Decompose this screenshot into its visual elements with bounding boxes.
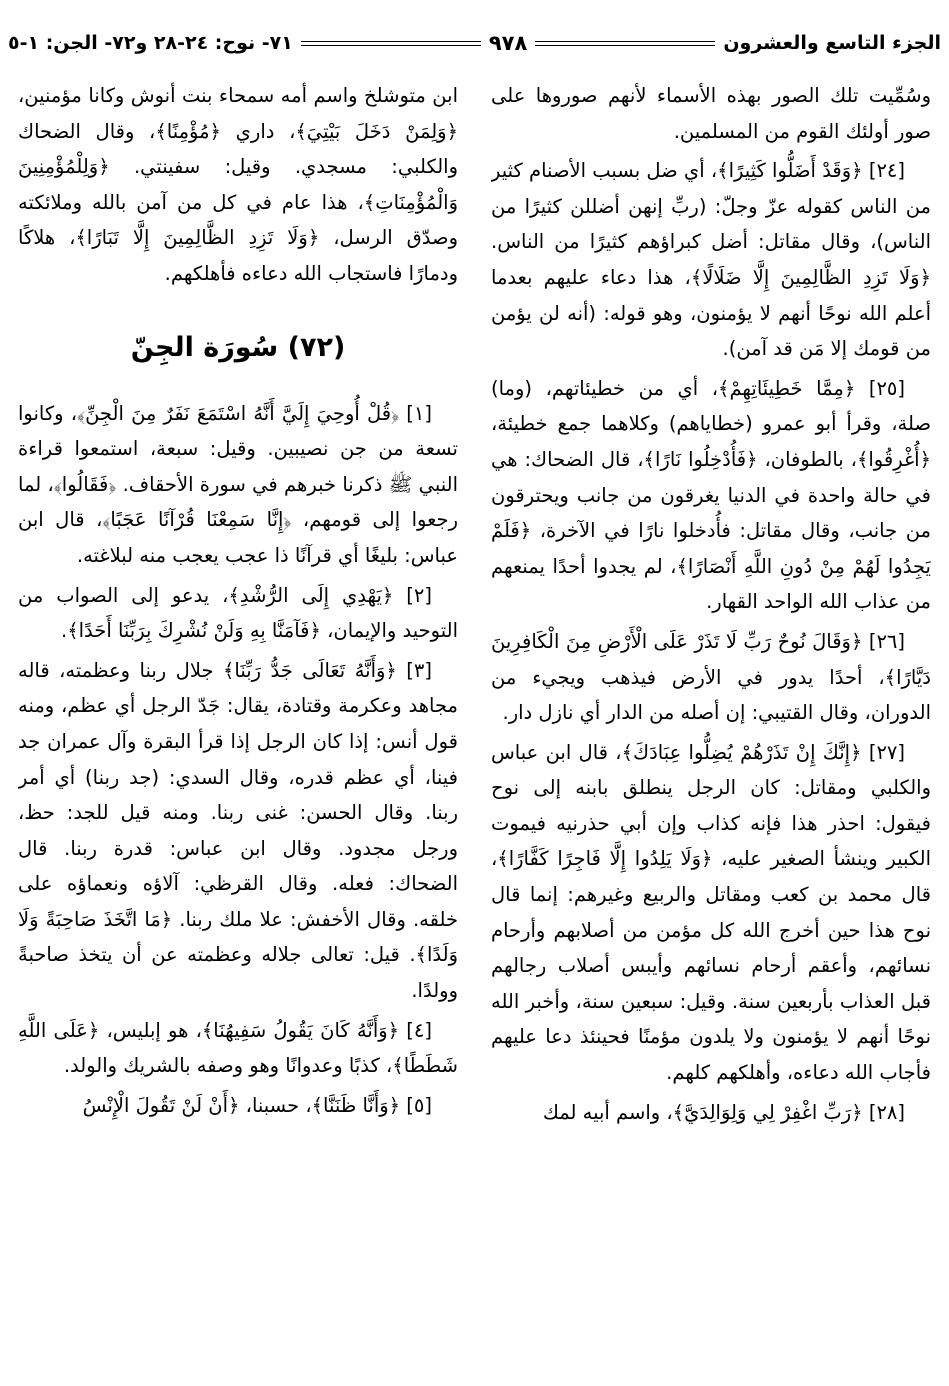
paragraph: [٢٤] ﴿وَقَدْ أَضَلُّوا كَثِيرًا﴾، أي ضل بسبب الأصنام كثير من الناس كقوله عزّ وجلّ: (ربِّ إنهن أضللن كثيرًا من الناس)، وقال مقاتل: أضل كبراؤهم كثيرًا من الناس. ﴿وَلَا تَزِدِ الظَّالِمِينَ إِلَّا ضَلَالًا﴾، هذا دعاء عليهم بعدما أعلم الله نوحًا أنهم لا يؤمنون، وهو قوله: (أنه لن يؤمن من قومك إلا مَن قد آمن). bbox=[491, 159, 931, 361]
page-number: ٩٧٨ bbox=[488, 31, 528, 55]
paragraph: [٢٨] ﴿رَبِّ اغْفِرْ لِي وَلِوَالِدَيَّ﴾، واسم أبيه لمك bbox=[542, 1100, 905, 1124]
surah-title: (٧٢) سُورَة الجِنّ bbox=[130, 331, 346, 363]
paragraph: [٢] ﴿يَهْدِي إِلَى الرُّشْدِ﴾، يدعو إلى الصواب من التوحيد والإيمان، ﴿فَآمَنَّا بِهِ وَلَنْ نُشْرِكَ بِرَبِّنَا أَحَدًا﴾. bbox=[18, 583, 458, 643]
paragraph: [٣] ﴿وَأَنَّهُ تَعَالَى جَدُّ رَبِّنَا﴾ جلال ربنا وعظمته، قاله مجاهد وعكرمة وقتادة، يقال: جَدّ الرجل أي عظم، ومنه قول أنس: إذا كان الرجل إذا قرأ البقرة وآل عمران جد فينا، أي عظم قدره، وقال السدي: (جد ربنا) أي أمر ربنا. وقال الحسن: غنى ربنا. ومنه قيل للجد: حظ، ورجل مجدود. وقال ابن عباس: قدرة ربنا. قال الضحاك: فعله. وقال القرظي: آلاؤه ونعماؤه على خلقه. وقال الأخفش: علا ملك ربنا. ﴿مَا اتَّخَذَ صَاحِبَةً وَلَا وَلَدًا﴾. قيل: تعالى جلاله وعظمته عن أن يتخذ صاحبةً وولدًا. bbox=[18, 658, 458, 1003]
paragraph: [٢٦] ﴿وَقَالَ نُوحٌ رَبِّ لَا تَذَرْ عَلَى الْأَرْضِ مِنَ الْكَافِرِينَ دَيَّارًا﴾، أحدًا يدور في الأرض فيذهب ويجيء من الدوران، وقال القتيبي: إن أصله من الدار أي نازل دار. bbox=[491, 629, 931, 725]
paragraph: [١] ﴿قُلْ أُوحِيَ إِلَيَّ أَنَّهُ اسْتَمَعَ نَفَرٌ مِنَ الْجِنِّ﴾، وكانوا تسعة من جن نصيبين. وقيل: سبعة، استمعوا قراءة النبي ﷺ ذكرنا خبرهم في سورة الأحقاف. ﴿فَقَالُوا﴾، لما رجعوا إلى قومهم، ﴿إِنَّا سَمِعْنَا قُرْآنًا عَجَبًا﴾، قال ابن عباس: بليغًا أي قرآنًا ذا عجب يعجب منه لبلاغته. bbox=[18, 401, 458, 567]
header-rule-right bbox=[535, 41, 715, 46]
header-rule-left bbox=[301, 41, 481, 46]
paragraph: [٥] ﴿وَأَنَّا ظَنَنَّا﴾، حسبنا، ﴿أَنْ لَنْ تَقُولَ الْإِنْسُ bbox=[82, 1093, 432, 1117]
paragraph: وسُمِّيت تلك الصور بهذه الأسماء لأنهم صوروها على صور أولئك القوم من المسلمين. bbox=[491, 84, 931, 143]
paragraph: [٤] ﴿وَأَنَّهُ كَانَ يَقُولُ سَفِيهُنَا﴾، هو إبليس، ﴿عَلَى اللَّهِ شَطَطًا﴾، كذبًا وعدوانًا وهو وصفه بالشريك والولد. bbox=[18, 1018, 458, 1078]
right-column bbox=[491, 78, 931, 1386]
paragraph: [٢٧] ﴿إِنَّكَ إِنْ تَذَرْهُمْ يُضِلُّوا عِبَادَكَ﴾، قال ابن عباس والكلبي ومقاتل: كان الرجل ينطلق بابنه إلى نوح فيقول: احذر هذا فإنه كذاب وإن أبي حذرنيه فيموت الكبير وينشأ الصغير عليه، ﴿وَلَا يَلِدُوا إِلَّا فَاجِرًا كَفَّارًا﴾، قال محمد بن كعب ومقاتل والربيع وغيرهم: إنما قال نوح هذا حين أخرج الله كل مؤمن من أصلابهم وأرحام نسائهم، وأعقم أرحام نسائهم وأيبس أصلاب رجالهم قبل العذاب بأربعين سنة. وقيل: سبعين سنة، وأخبر الله نوحًا أنهم لا يؤمنون ولا يلدون مؤمنًا فحينئذ دعا عليهم فأجاب الله دعاءه، وأهلكهم كلهم. bbox=[491, 740, 931, 1085]
header-part-title: الجزء التاسع والعشرون bbox=[723, 32, 941, 54]
page-header bbox=[8, 26, 941, 60]
paragraph: [٢٥] ﴿مِمَّا خَطِيئَاتِهِمْ﴾، أي من خطيئاتهم، (وما) صلة، وقرأ أبو عمرو (خطاياهم) وكلاهما جمع خطيئة، ﴿أُغْرِقُوا﴾، بالطوفان، ﴿فَأُدْخِلُوا نَارًا﴾، قال الضحاك: هي في حالة واحدة في الدنيا يغرقون من جانب ويحترقون من جانب، وقال مقاتل: فأُدخلوا نارًا في الآخرة، ﴿فَلَمْ يَجِدُوا لَهُمْ مِنْ دُونِ اللَّهِ أَنْصَارًا﴾، لم يجدوا أحدًا يمنعهم من عذاب الله الواحد القهار. bbox=[491, 376, 931, 614]
paragraph: ابن متوشلخ واسم أمه سمحاء بنت أنوش وكانا مؤمنين، ﴿وَلِمَنْ دَخَلَ بَيْتِيَ﴾، داري ﴿مُؤْمِنًا﴾، وقال الضحاك والكلبي: مسجدي. وقيل: سفينتي. ﴿وَلِلْمُؤْمِنِينَ وَالْمُؤْمِنَاتِ﴾، هذا عام في كل من آمن بالله وملائكته وصدّق الرسل، ﴿وَلَا تَزِدِ الظَّالِمِينَ إِلَّا تَبَارًا﴾، هلاكًا ودمارًا فاستجاب الله دعاءه فأهلكهم. bbox=[18, 84, 458, 285]
header-surah-range: ٧١- نوح: ٢٤-٢٨ و٧٢- الجن: ١-٥ bbox=[7, 32, 293, 54]
left-column bbox=[18, 78, 458, 1386]
